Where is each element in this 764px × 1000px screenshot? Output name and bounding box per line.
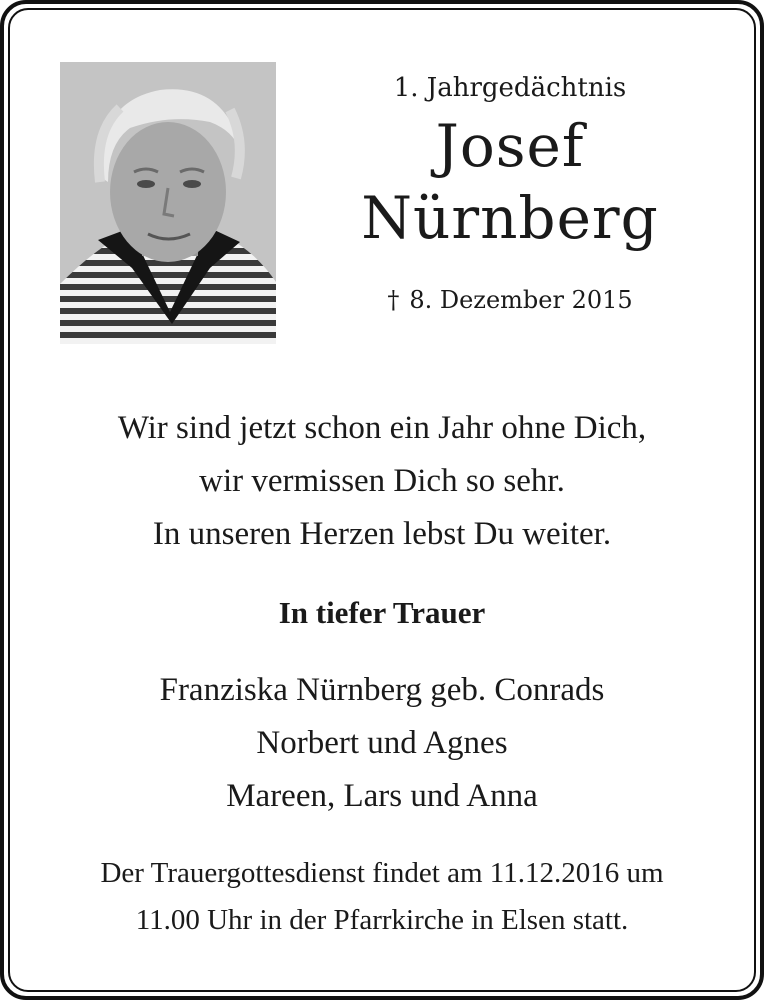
deceased-first-name: Josef	[435, 112, 585, 180]
death-date-line	[330, 282, 690, 318]
mourner-name: Mareen, Lars und Anna	[226, 778, 538, 814]
mourner-name: Norbert und Agnes	[256, 725, 508, 761]
service-announcement	[0, 850, 764, 944]
anniversary-label: 1. Jahrgedächtnis	[393, 73, 627, 103]
service-line: Der Trauergottesdienst findet am 11.12.2016 um	[100, 857, 664, 889]
cross-icon: †	[387, 286, 400, 314]
death-date: 8. Dezember 2015	[409, 286, 633, 314]
deceased-last-name: Nürnberg	[361, 184, 659, 252]
mourning-heading: In tiefer Trauer	[278, 595, 486, 630]
service-line: 11.00 Uhr in der Pfarrkirche in Elsen statt.	[135, 904, 629, 936]
poem-line: wir vermissen Dich so sehr.	[199, 463, 565, 499]
notice-header	[330, 66, 690, 318]
poem-line: In unseren Herzen lebst Du weiter.	[152, 516, 612, 552]
mourner-name: Franziska Nürnberg geb. Conrads	[159, 672, 605, 708]
poem-block	[0, 402, 764, 561]
poem-line: Wir sind jetzt schon ein Jahr ohne Dich,	[117, 410, 647, 446]
portrait-photo	[60, 62, 276, 344]
mourners-list	[0, 664, 764, 823]
